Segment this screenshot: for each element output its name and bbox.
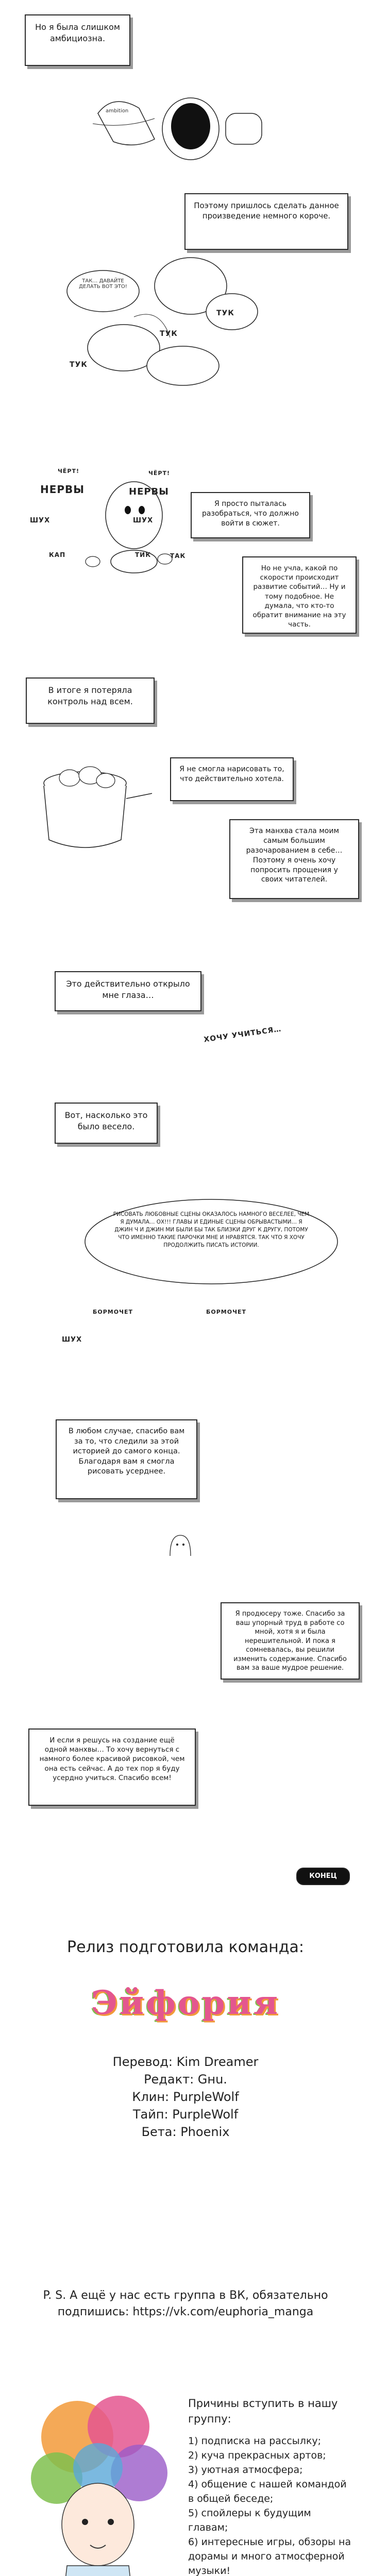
narration-text-7: Эта манхва стала моим самым большим разочарованием в себе… Поэтому я очень хочу попросить прощения у своих читателей. [246, 827, 343, 884]
reason-item-4: 4) общение с нашей командой в общей беседе; [188, 2479, 347, 2504]
narration-text-12: И если я решусь на создание ещё одной манхвы… То хочу вернуться с намного более красивой рисовкой, чем она есть сейчас. А до тех пор я буду усердно учиться. Спасибо всем! [39, 1736, 185, 1782]
team-logo [0, 1984, 371, 2022]
credits-roles [0, 2053, 371, 2141]
sfx-thump-3: ТУК [70, 361, 88, 369]
credit-typer: Тайп: PurpleWolf [132, 2107, 239, 2122]
sfx-shuh-3: ШУХ [62, 1336, 82, 1344]
sfx-tak: ТАК [170, 552, 186, 560]
narration-text-5: В итоге я потеряла контроль над всем. [47, 685, 133, 706]
narration-text-9: Вот, насколько это было весело. [64, 1110, 148, 1131]
art-note-1: ambition [106, 108, 129, 114]
long-speech-bubble-text: РИСОВАТЬ ЛЮБОВНЫЕ СЦЕНЫ ОКАЗАЛОСЬ НАМНОГО ВЕСЕЛЕЕ, ЧЕМ Я ДУМАЛА… ОХ!!! ГЛАВЫ И ЕДИНЫЕ СЦЕНЫ ОБРЫВАСТЫМИ… Я ДЖИН Ч И ДЖИН МИ БЫЛИ БЫ ТАК БЛИЗКИ ДРУГ К ДРУГУ, ПОТОМУ ЧТО ИМЕННО ТАКИЕ ПАРОЧКИ МНЕ И НРАВЯТСЯ. ТАК ЧТО Я ХОЧУ ПРОДОЛЖИТЬ ПИСАТЬ ИСТОРИИ. [113, 1211, 310, 1248]
reason-item-3: 3) уютная атмосфера; [188, 2464, 303, 2476]
art-mascot-girl [21, 2391, 180, 2576]
narration-box-1 [25, 14, 130, 66]
narration-text-8: Это действительно открыло мне глаза… [66, 979, 190, 1000]
sfx-shuh-2: ШУХ [133, 517, 154, 524]
sfx-chyort-1: ЧЁРТ! [58, 468, 79, 474]
team-logo-text: Эйфория [91, 1984, 280, 2022]
sfx-kap: КАП [49, 551, 66, 558]
narration-text-3: Я просто пыталась разобраться, что должно войти в сюжет. [202, 500, 299, 528]
narration-text-11: Я продюсеру тоже. Спасибо за ваш упорный труд в работе со мной, хотя я и была нерешительной. И пока я сомневалась, вы решили изменить содержание. Спасибо вам за ваше мудрое решение. [233, 1610, 347, 1672]
sfx-chyort-2: ЧЁРТ! [148, 470, 170, 477]
narration-box-2 [184, 193, 348, 250]
narration-text-4: Но не учла, какой по скорости происходит развитие событий… Ну и тому подобное. Не думала, что кто-то обратит внимание на эту часть. [252, 564, 346, 629]
reason-item-5: 5) спойлеры к будущим главам; [188, 2507, 311, 2533]
art-nervous-creature [31, 464, 206, 582]
narration-box-12 [28, 1728, 196, 1806]
sfx-study: ХОЧУ УЧИТЬСЯ… [203, 1025, 282, 1044]
narration-box-3 [191, 492, 310, 538]
narration-box-10 [56, 1419, 197, 1499]
reasons-list [188, 2396, 353, 2576]
credits-intro-text: Релиз подготовила команда: [67, 1938, 304, 1956]
sfx-nervy-1: НЕРВЫ [40, 483, 85, 496]
narration-box-5 [26, 677, 155, 724]
vk-group-link[interactable]: P. S. А ещё у нас есть группа в ВК, обязательно подпишись: https://vk.com/euphoria_manga [43, 2289, 328, 2318]
sfx-thump-2: ТУК [216, 309, 234, 317]
narration-box-8 [55, 971, 201, 1011]
art-planning-blob [57, 255, 273, 389]
credit-beta: Бета: Phoenix [141, 2125, 230, 2139]
speech-bubble-1: ТАК… ДАВАЙТЕ ДЕЛАТЬ ВОТ ЭТО! [79, 278, 127, 290]
credit-cleaner: Клин: PurpleWolf [132, 2090, 239, 2104]
end-badge-text: КОНЕЦ [309, 1872, 337, 1880]
narration-box-9 [55, 1103, 158, 1144]
credit-translation: Перевод: Kim Dreamer [112, 2055, 259, 2069]
narration-box-11 [221, 1602, 360, 1680]
narration-text-1: Но я была слишком амбициозна. [35, 22, 120, 43]
credits-intro [0, 1937, 371, 1958]
narration-box-4 [242, 556, 357, 634]
long-speech-bubble [111, 1211, 312, 1249]
reasons-title: Причины вступить в нашу группу: [188, 2397, 338, 2425]
narration-text-6: Я не смогла нарисовать то, что действительно хотела. [179, 765, 284, 783]
sfx-tik: ТИК [135, 551, 151, 558]
reason-item-1: 1) подписка на рассылку; [188, 2435, 322, 2447]
art-small-figure [165, 1530, 196, 1561]
reason-item-2: 2) куча прекрасных артов; [188, 2450, 326, 2461]
credits-ps [15, 2287, 356, 2320]
art-note-2: ambitious [233, 124, 259, 129]
sfx-nervy-2: НЕРВЫ [129, 486, 169, 497]
credit-editor: Редакт: Gнu. [144, 2072, 227, 2087]
narration-text-10: В любом случае, спасибо вам за то, что следили за этой историей до самого конца. Благодаря вам я смогла рисовать усерднее. [68, 1427, 185, 1476]
sfx-bormochet-2: БОРМОЧЕТ [206, 1309, 247, 1315]
sfx-thump-1: ТУК [160, 330, 178, 338]
end-badge [296, 1868, 350, 1885]
narration-text-2: Поэтому пришлось сделать данное произведение немного короче. [194, 201, 339, 221]
art-pot [28, 762, 162, 866]
sfx-shuh-1: ШУХ [30, 517, 50, 524]
reason-item-6: 6) интересные игры, обзоры на дорамы и много атмосферной музыки! [188, 2536, 351, 2576]
sfx-bormochet-1: БОРМОЧЕТ [93, 1309, 133, 1315]
narration-box-7 [229, 819, 359, 899]
narration-box-6 [170, 757, 294, 801]
